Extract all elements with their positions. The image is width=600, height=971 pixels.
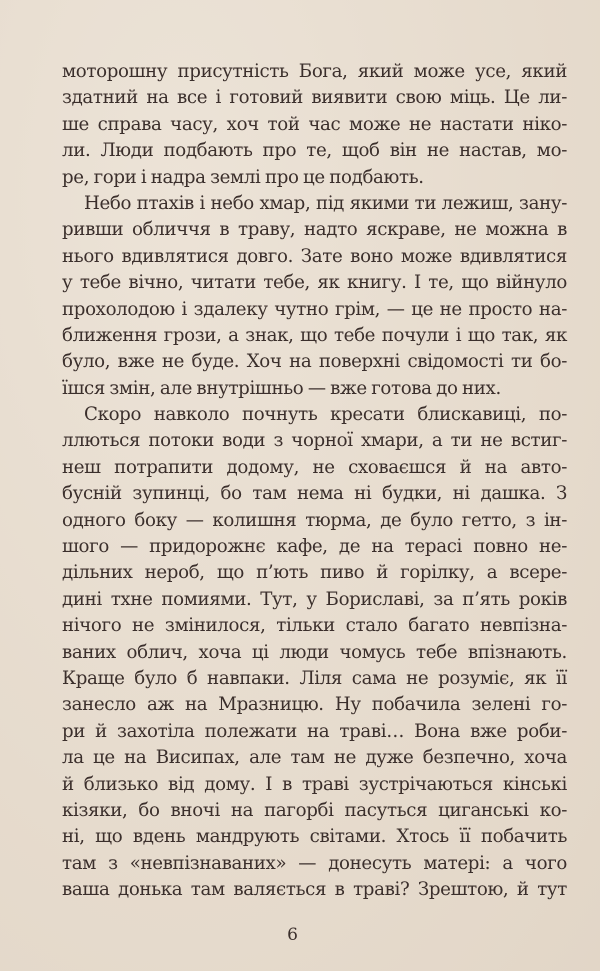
text-line: у тебе вічно, читати тебе, як книгу. І те, що війнуло (62, 272, 567, 294)
text-line: Краще було б навпаки. Ліля сама не розуміє, як її (62, 667, 567, 689)
text-line: занесло аж на Мразницю. Ну побачила зелені го- (62, 694, 567, 716)
text-line: прохолодою і здалеку чутно грім, — це не просто на- (62, 298, 567, 320)
text-line: ривши обличчя в траву, надто яскраве, не можна в (62, 219, 567, 241)
text-line: нього вдивлятися довго. Зате воно може вдивлятися (62, 245, 567, 267)
paragraph (62, 191, 567, 402)
text-line: неш потрапити додому, не сховаєшся й на авто- (62, 456, 567, 478)
text-line: ри й захотіла полежати на траві… Вона вже роби- (62, 720, 567, 742)
text-line: й близько від дому. І в траві зустрічаються кінські (62, 773, 567, 795)
text-line: ваша донька там валяється в траві? Зрештою, й тут (62, 879, 567, 901)
text-line: одного боку — колишня тюрма, де було гетто, з ін- (62, 509, 567, 531)
text-line: було, вже не буде. Хоч на поверхні свідомості ти бо- (62, 351, 567, 373)
text-line: дільних нероб, що п’ють пиво й горілку, а всере- (62, 562, 567, 584)
text-line: ли. Люди подбають про те, щоб він не настав, мо- (62, 140, 567, 162)
paragraph (62, 402, 567, 903)
text-line: там з «невпізнаваних» — донесуть матері: а чого (62, 852, 567, 874)
text-line: бусній зупинці, бо там нема ні будки, ні дашка. З (62, 483, 567, 505)
book-page-body (62, 59, 567, 904)
text-line: ні, що вдень мандрують світами. Хтось її побачить (62, 826, 567, 848)
text-line: їшся змін, але внутрішньо — вже готова до них. (62, 377, 501, 399)
text-line: моторошну присутність Бога, який може усе, який (62, 61, 567, 82)
text-line: нічого не змінилося, тільки стало багато невпізна- (62, 615, 567, 637)
text-line: шого — придорожнє кафе, де на терасі повно не- (62, 536, 567, 558)
text-line: Скоро навколо почнуть кресати блискавиці, по- (84, 404, 567, 426)
paragraph (62, 59, 567, 191)
text-line: дині тхне помиями. Тут, у Бориславі, за п’ять років (62, 588, 567, 610)
text-line: ла це на Висипах, але там не дуже безпечно, хоча (62, 747, 567, 769)
text-line: ллються потоки води з чорної хмари, а ти не встиг- (62, 430, 567, 452)
text-line: ближення грози, а знак, що тебе почули і що так, як (62, 324, 567, 346)
text-line: ваних облич, хоча ці люди чомусь тебе впізнають. (62, 641, 567, 663)
text-line: Небо птахів і небо хмар, під якими ти лежиш, зану- (84, 192, 567, 214)
page-number: 6 (287, 925, 298, 945)
text-line: здатний на все і готовий виявити свою міць. Це ли- (62, 87, 567, 109)
text-line: ре, гори і надра землі про це подбають. (62, 166, 424, 188)
text-line: ше справа часу, хоч той час може не настати ніко- (62, 113, 567, 135)
text-line: кізяки, бо вночі на пагорбі пасуться циганські ко- (62, 799, 567, 821)
